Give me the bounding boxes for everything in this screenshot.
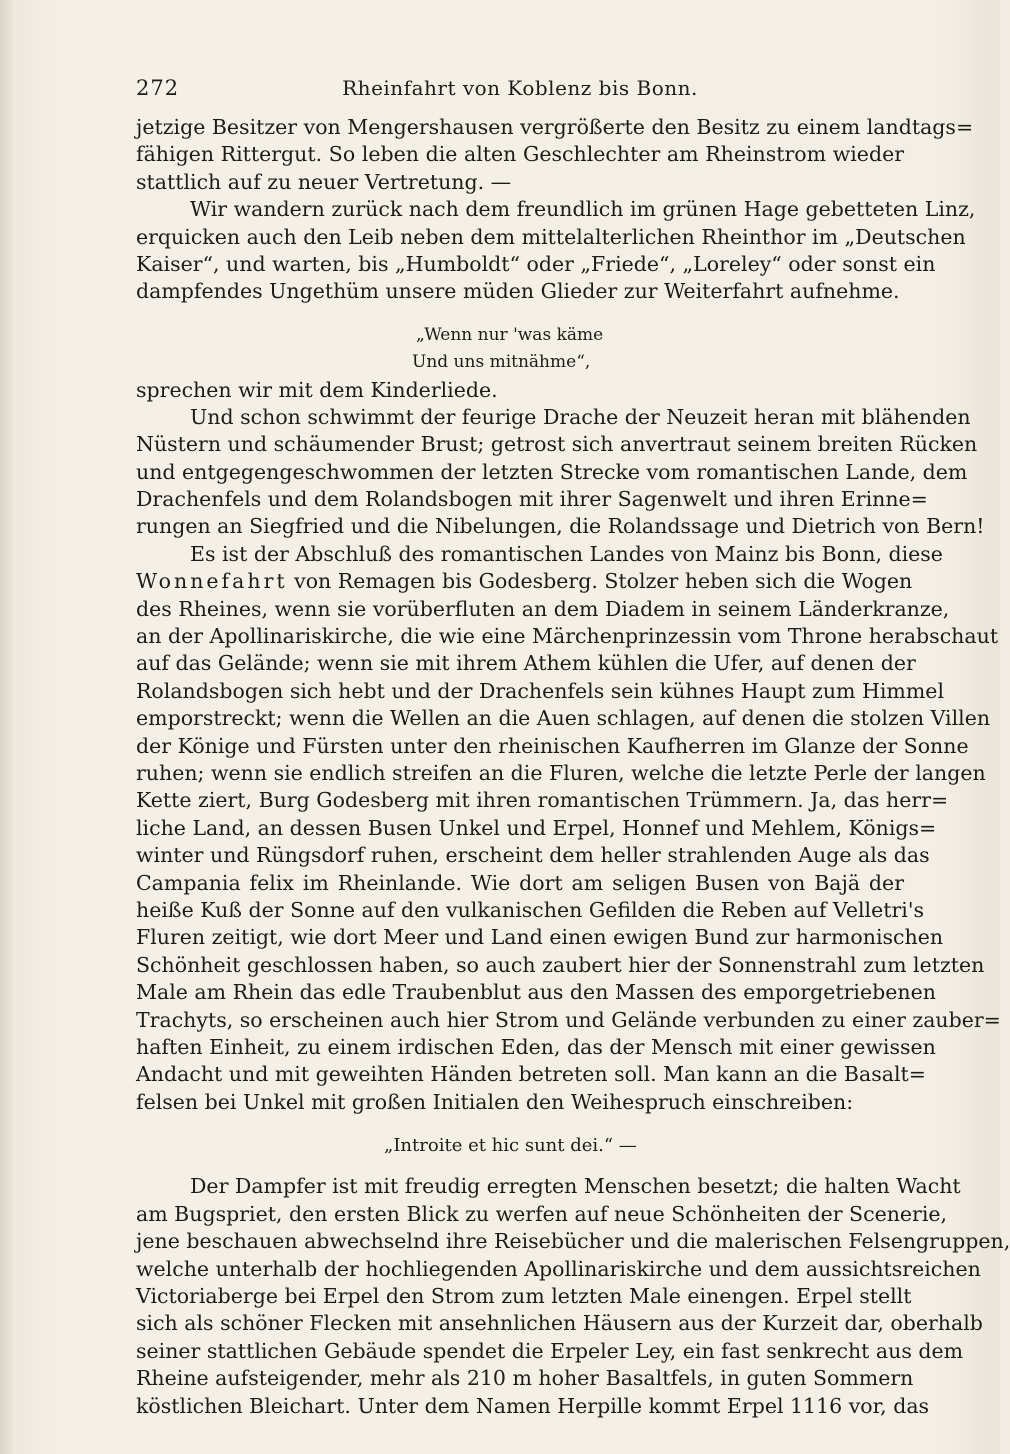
text-line: Wonnefahrt von Remagen bis Godesberg. Stolzer heben sich die Wogen bbox=[136, 569, 913, 594]
text-line: Der Dampfer ist mit freudig erregten Menschen besetzt; die halten Wacht bbox=[190, 1174, 961, 1199]
text-line: fähigen Rittergut. So leben die alten Geschlechter am Rheinstrom wieder bbox=[136, 142, 904, 167]
text-line: köstlichen Bleichart. Unter dem Namen Herpille kommt Erpel 1116 vor, das bbox=[136, 1393, 930, 1418]
text-line: „Introite et hic sunt dei.“ — bbox=[384, 1135, 637, 1157]
page-edge-shadow bbox=[0, 0, 14, 1454]
text-line: der Könige und Fürsten unter den rheinischen Kaufherren im Glanze der Sonne bbox=[136, 733, 969, 758]
text-line: Schönheit geschlossen haben, so auch zaubert hier der Sonnenstrahl zum letzten bbox=[136, 952, 985, 977]
text-line: Victoriaberge bei Erpel den Strom zum letzten Male einengen. Erpel stellt bbox=[136, 1284, 912, 1309]
text-line: sich als schöner Flecken mit ansehnlichen Häusern aus der Kurzeit dar, oberhalb bbox=[136, 1311, 983, 1336]
text-line: Fluren zeitigt, wie dort Meer und Land einen ewigen Bund zur harmonischen bbox=[136, 925, 944, 950]
text-line: heiße Kuß der Sonne auf den vulkanischen Gefilden die Reben auf Velletri's bbox=[136, 897, 924, 922]
text-line: Kette ziert, Burg Godesberg mit ihren romantischen Trümmern. Ja, das herr= bbox=[136, 788, 949, 813]
page-number: 272 bbox=[136, 76, 180, 100]
page-header bbox=[136, 70, 904, 106]
spaced-emphasis: Wonnefahrt bbox=[136, 569, 288, 594]
text-line: Rheine aufsteigender, mehr als 210 m hoher Basaltfels, in guten Sommern bbox=[136, 1366, 914, 1391]
text-line: dampfendes Ungethüm unsere müden Glieder zur Weiterfahrt aufnehme. bbox=[136, 279, 900, 304]
text-line: Es ist der Abschluß des romantischen Landes von Mainz bis Bonn, diese bbox=[190, 541, 943, 566]
text-line: Und uns mitnähme“, bbox=[412, 352, 591, 373]
text-line: Rolandsbogen sich hebt und der Drachenfels sein kühnes Haupt zum Himmel bbox=[136, 678, 944, 703]
text-line: welche unterhalb der hochliegenden Apollinariskirche und dem aussichtsreichen bbox=[136, 1256, 981, 1281]
text-line: emporstreckt; wenn die Wellen an die Auen schlagen, auf denen die stolzen Villen bbox=[136, 706, 991, 731]
text-line: und entgegengeschwommen der letzten Strecke vom romantischen Lande, dem bbox=[136, 459, 968, 484]
text-line: stattlich auf zu neuer Vertretung. — bbox=[136, 169, 512, 194]
text-line: an der Apollinariskirche, die wie eine Märchenprinzessin vom Throne herabschaut bbox=[136, 624, 999, 649]
text-line: sprechen wir mit dem Kinderliede. bbox=[136, 377, 498, 402]
text-line: auf das Gelände; wenn sie mit ihrem Athem kühlen die Ufer, auf denen der bbox=[136, 651, 916, 676]
text-line: jetzige Besitzer von Mengershausen vergrößerte den Besitz zu einem landtags= bbox=[136, 115, 974, 139]
text-line: Trachyts, so erscheinen auch hier Strom und Gelände verbunden zu einer zauber= bbox=[136, 1007, 1001, 1032]
text-line: Drachenfels und dem Rolandsbogen mit ihrer Sagenwelt und ihren Erinne= bbox=[136, 487, 928, 512]
text-line: Nüstern und schäumender Brust; getrost sich anvertraut seinem breiten Rücken bbox=[136, 432, 978, 457]
running-title: Rheinfahrt von Koblenz bis Bonn. bbox=[342, 76, 698, 100]
body-text bbox=[136, 114, 1010, 1420]
text-line: haften Einheit, zu einem irdischen Eden, das der Mensch mit einer gewissen bbox=[136, 1034, 936, 1059]
text-line: Male am Rhein das edle Traubenblut aus den Massen des emporgetriebenen bbox=[136, 980, 936, 1005]
text-line: Und schon schwimmt der feurige Drache der Neuzeit heran mit blähenden bbox=[190, 404, 971, 429]
text-line: erquicken auch den Leib neben dem mittelalterlichen Rheinthor im „Deutschen bbox=[136, 224, 966, 249]
text-line: seiner stattlichen Gebäude spendet die Erpeler Ley, ein fast senkrecht aus dem bbox=[136, 1338, 964, 1363]
text-line: Kaiser“, und warten, bis „Humboldt“ oder „Friede“, „Loreley“ oder sonst ein bbox=[136, 251, 936, 276]
text-line: felsen bei Unkel mit großen Initialen den Weihespruch einschreiben: bbox=[136, 1089, 854, 1114]
text-line: Wir wandern zurück nach dem freundlich im grünen Hage gebetteten Linz, bbox=[190, 197, 976, 222]
text-line: jene beschauen abwechselnd ihre Reisebücher und die malerischen Felsengruppen, bbox=[136, 1229, 1010, 1254]
text-line: winter und Rüngsdorf ruhen, erscheint dem heller strahlenden Auge als das bbox=[136, 843, 930, 868]
text-line: rungen an Siegfried und die Nibelungen, die Rolandssage und Dietrich von Bern! bbox=[136, 514, 985, 539]
text-line: ruhen; wenn sie endlich streifen an die Fluren, welche die letzte Perle der langen bbox=[136, 760, 986, 785]
text-line: Campania felix im Rheinlande. Wie dort am seligen Busen von Bajä der bbox=[136, 870, 904, 895]
text-line: liche Land, an dessen Busen Unkel und Erpel, Honnef und Mehlem, Königs= bbox=[136, 815, 937, 840]
text-line: am Bugspriet, den ersten Blick zu werfen auf neue Schönheiten der Scenerie, bbox=[136, 1201, 948, 1226]
text-line: Andacht und mit geweihten Händen betreten soll. Man kann an die Basalt= bbox=[136, 1062, 926, 1087]
text-line: des Rheines, wenn sie vorüberfluten an dem Diadem in seinem Länderkranze, bbox=[136, 596, 950, 621]
text-line: „Wenn nur 'was käme bbox=[416, 324, 604, 345]
